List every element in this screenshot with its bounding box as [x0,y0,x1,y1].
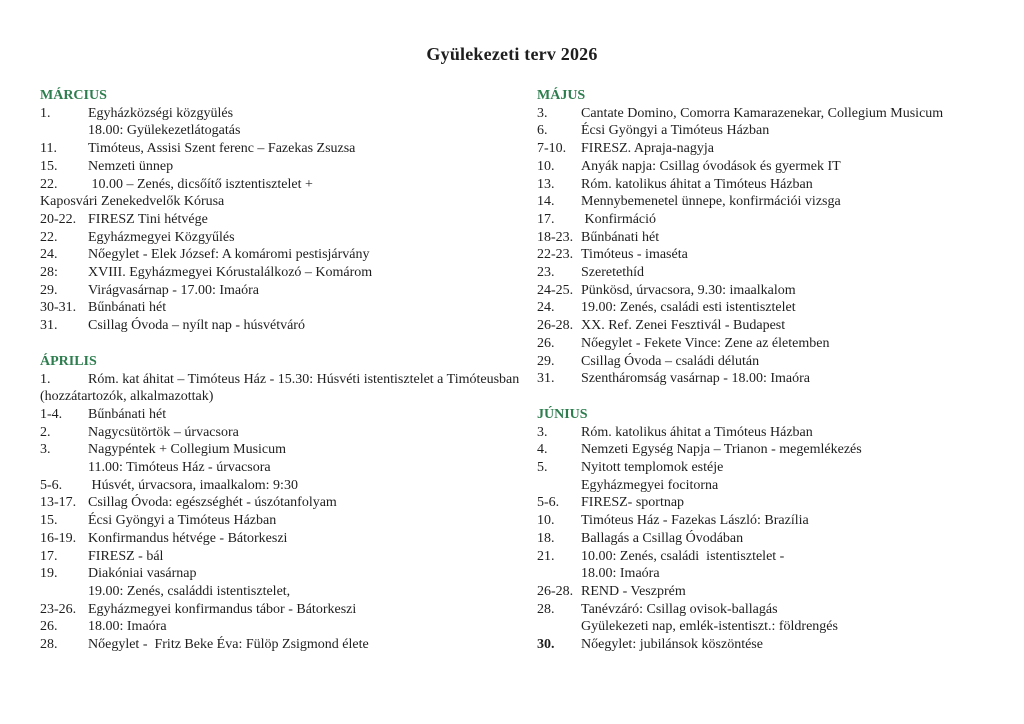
row-text: Egyházmegyei konfirmandus tábor - Bátorkeszi [88,601,357,617]
row-text: 18.00: Imaóra [581,566,660,582]
row-date-label: 24-25. [537,282,574,298]
row-date-label: 13. [537,176,555,192]
row-date-label: 26. [537,335,555,351]
calendar-row [40,406,537,424]
row-text: Nőegylet - Fritz Beke Éva: Fülöp Zsigmond élete [88,637,369,653]
row-date-label: 29. [537,353,555,369]
row-text: Bűnbánati hét [88,406,167,422]
calendar-row [537,618,1004,636]
calendar-row [537,477,1004,495]
row-date-label: 29. [40,282,58,298]
row-date-label [537,565,581,583]
row-text: Diakóniai vasárnap [88,566,197,582]
row-date-label [537,477,581,495]
row-date-label: 22-23. [537,247,574,263]
row-text: Nőegylet: jubilánsok köszöntése [581,637,763,653]
row-text: Bűnbánati hét [88,300,167,316]
row-text: 19.00: Zenés, családdi istentisztelet, [88,583,291,599]
calendar-row [40,477,537,495]
row-date-label: 10. [537,158,555,174]
calendar-row [537,548,1004,566]
row-text: Nagycsütörtök – úrvacsora [88,424,239,440]
calendar-row [40,211,537,229]
row-date-label: 5. [537,460,548,476]
row-date-label: 19. [40,566,58,582]
calendar-row [40,548,537,566]
row-text: Écsi Gyöngyi a Timóteus Házban [88,513,277,529]
row-date-label: 1. [40,105,51,121]
calendar-row [40,494,537,512]
calendar-row [40,246,537,264]
calendar-row [40,459,537,477]
calendar-row [537,353,1004,371]
row-text: Húsvét, úrvacsora, imaalkalom: 9:30 [88,477,298,493]
row-date-label: 17. [537,211,555,227]
row-text: Ballagás a Csillag Óvodában [581,530,744,546]
calendar-row [40,105,537,123]
calendar-row [537,512,1004,530]
calendar-row [537,636,1004,654]
row-text: Egyházmegyei Közgyűlés [88,229,235,245]
calendar-row [40,636,537,654]
calendar-row [537,370,1004,388]
calendar-row [537,583,1004,601]
row-text: Virágvasárnap - 17.00: Imaóra [88,282,259,298]
row-date-label: 26-28. [537,583,574,599]
calendar-row [537,530,1004,548]
row-date-label: 22. [40,176,58,192]
row-text: 10.00: Zenés, családi istentisztelet - [581,548,785,564]
row-date-label: 6. [537,123,548,139]
month-section [40,353,537,654]
row-date-label: 14. [537,194,555,210]
row-text: Nőegylet - Elek József: A komáromi pestisjárvány [88,247,370,263]
calendar-row [537,299,1004,317]
row-text: Timóteus, Assisi Szent ferenc – Fazekas Zsuzsa [88,141,356,157]
row-date-label: 30-31. [40,300,77,316]
row-date-label: 15. [40,158,58,174]
calendar-row [537,441,1004,459]
calendar-row [40,565,537,583]
row-text: 18.00: Imaóra [88,619,167,635]
row-date-label: 24. [537,300,555,316]
calendar-row [40,122,537,140]
calendar-row [537,601,1004,619]
row-text: Szeretethíd [581,265,644,281]
row-text: Konfirmandus hétvége - Bátorkeszi [88,530,288,546]
calendar-row [537,122,1004,140]
row-text: FIRESZ Tini hétvége [88,211,208,227]
row-text: Róm. katolikus áhitat a Timóteus Házban [581,424,813,440]
row-date-label: 22. [40,229,58,245]
row-text: Csillag Óvoda: egészséghét - úszótanfolyam [88,495,337,511]
row-text: Pünkösd, úrvacsora, 9.30: imaalkalom [581,282,796,298]
row-text: FIRESZ- sportnap [581,495,685,511]
row-date-label: 4. [537,442,548,458]
calendar-row [40,158,537,176]
row-text: Timóteus - imaséta [581,247,688,263]
row-date-label: 13-17. [40,495,77,511]
calendar-row [40,140,537,158]
calendar-row [537,140,1004,158]
calendar-row [537,424,1004,442]
month-section [40,87,537,335]
row-text: Nagypéntek + Collegium Musicum [88,442,287,458]
row-date-label: 23. [537,265,555,281]
row-date-label: 15. [40,513,58,529]
calendar-row [40,264,537,282]
row-text: 19.00: Zenés, családi esti istentisztelet [581,300,796,316]
row-text: Mennybemenetel ünnepe, konfirmációi vizsga [581,194,841,210]
row-text: 10.00 – Zenés, dicsőítő isztentisztelet + [88,176,313,192]
row-date-label: 2. [40,424,51,440]
month-heading: MÁRCIUS [40,88,107,103]
row-text: Cantate Domino, Comorra Kamarazenekar, Collegium Musicum [581,105,944,121]
row-date-label: 20-22. [40,211,77,227]
row-date-label: 28: [40,265,58,281]
month-section [537,87,1004,388]
month-heading: MÁJUS [537,88,586,103]
row-text: Gyülekezeti nap, emlék-istentiszt.: földrengés [581,619,838,635]
row-text: REND - Veszprém [581,583,686,599]
row-text: Bűnbánati hét [581,229,660,245]
row-date-label [40,583,88,601]
row-date-label: 18. [537,530,555,546]
calendar-row [40,441,537,459]
calendar-row [40,282,537,300]
row-text: XVIII. Egyházmegyei Kórustalálkozó – Komárom [88,265,373,281]
row-text: Róm. katolikus áhitat a Timóteus Házban [581,176,813,192]
calendar-row [537,105,1004,123]
row-date-label: 26-28. [537,318,574,334]
calendar-row [537,176,1004,194]
row-date-label: 21. [537,548,555,564]
row-date-label: 1-4. [40,406,63,422]
calendar-row [537,246,1004,264]
calendar-row [40,388,537,406]
row-date-label: 26. [40,619,58,635]
row-date-label: 11. [40,141,57,157]
calendar-row [40,601,537,619]
row-date-label: 7-10. [537,141,567,157]
column-right [537,87,1004,654]
calendar-row [537,565,1004,583]
row-date-label: 10. [537,513,555,529]
row-text: FIRESZ - bál [88,548,164,564]
calendar-row [40,618,537,636]
calendar-row [40,424,537,442]
row-text: XX. Ref. Zenei Fesztivál - Budapest [581,318,786,334]
columns-container [40,87,1004,654]
month-heading: ÁPRILIS [40,353,97,369]
row-text: Kaposvári Zenekedvelők Kórusa [40,194,225,210]
row-text: Timóteus Ház - Fazekas László: Brazília [581,513,809,529]
row-text: Tanévzáró: Csillag ovisok-ballagás [581,601,778,617]
row-text: Anyák napja: Csillag óvodások és gyermek IT [581,158,841,174]
calendar-row [537,282,1004,300]
calendar-row [537,317,1004,335]
calendar-row [40,176,537,194]
calendar-row [40,193,537,211]
row-date-label [537,618,581,636]
month-heading: JÚNIUS [537,406,588,422]
calendar-row [537,264,1004,282]
row-text: FIRESZ. Apraja-nagyja [581,141,714,157]
row-date-label: 5-6. [537,495,560,511]
row-text: 18.00: Gyülekezetlátogatás [88,123,241,139]
row-text: Szentháromság vasárnap - 18.00: Imaóra [581,371,810,387]
row-date-label: 16-19. [40,530,77,546]
calendar-row [537,459,1004,477]
row-date-label: 31. [537,371,555,387]
row-text: 11.00: Timóteus Ház - úrvacsora [88,460,271,476]
row-text: Konfirmáció [581,211,657,227]
row-text: Nőegylet - Fekete Vince: Zene az életemben [581,335,830,351]
calendar-row [537,158,1004,176]
calendar-row [40,299,537,317]
calendar-row [40,229,537,247]
document-title: Gyülekezeti terv 2026 [426,44,598,64]
row-date-label [40,459,88,477]
row-date-label: 31. [40,318,58,334]
row-date-label: 28. [40,637,58,653]
row-date-label: 3. [40,442,51,458]
calendar-row [537,193,1004,211]
row-text: Nyitott templomok estéje [581,460,724,476]
calendar-row [537,229,1004,247]
row-text: Nemzeti ünnep [88,158,174,174]
calendar-row [40,371,537,389]
row-date-label: 17. [40,548,58,564]
calendar-row [537,335,1004,353]
calendar-row [40,583,537,601]
row-date-label: 1. [40,371,51,387]
row-text: Csillag Óvoda – nyílt nap - húsvétváró [88,318,305,334]
row-text: Róm. kat áhitat – Timóteus Ház - 15.30: Húsvéti istentisztelet a Timóteusban [88,371,520,387]
row-date-label: 18-23. [537,229,574,245]
calendar-row [537,494,1004,512]
row-text: (hozzátartozók, alkalmazottak) [40,389,214,405]
row-date-label: 24. [40,247,58,263]
calendar-row [40,512,537,530]
row-date-label: 23-26. [40,601,77,617]
row-text: Nemzeti Egység Napja – Trianon - megemlékezés [581,442,862,458]
row-text: Egyházközségi közgyülés [88,105,234,121]
row-date-label [40,122,88,140]
row-date-label: 3. [537,105,548,121]
month-section [537,406,1004,654]
row-text: Csillag Óvoda – családi délután [581,353,760,369]
row-date-label: 30. [537,637,555,653]
calendar-row [40,530,537,548]
row-date-label: 28. [537,601,555,617]
column-left [40,87,537,654]
row-text: Egyházmegyei focitorna [581,477,719,493]
calendar-row [40,317,537,335]
row-date-label: 3. [537,424,548,440]
row-date-label: 5-6. [40,477,63,493]
row-text: Écsi Gyöngyi a Timóteus Házban [581,123,770,139]
calendar-row [537,211,1004,229]
